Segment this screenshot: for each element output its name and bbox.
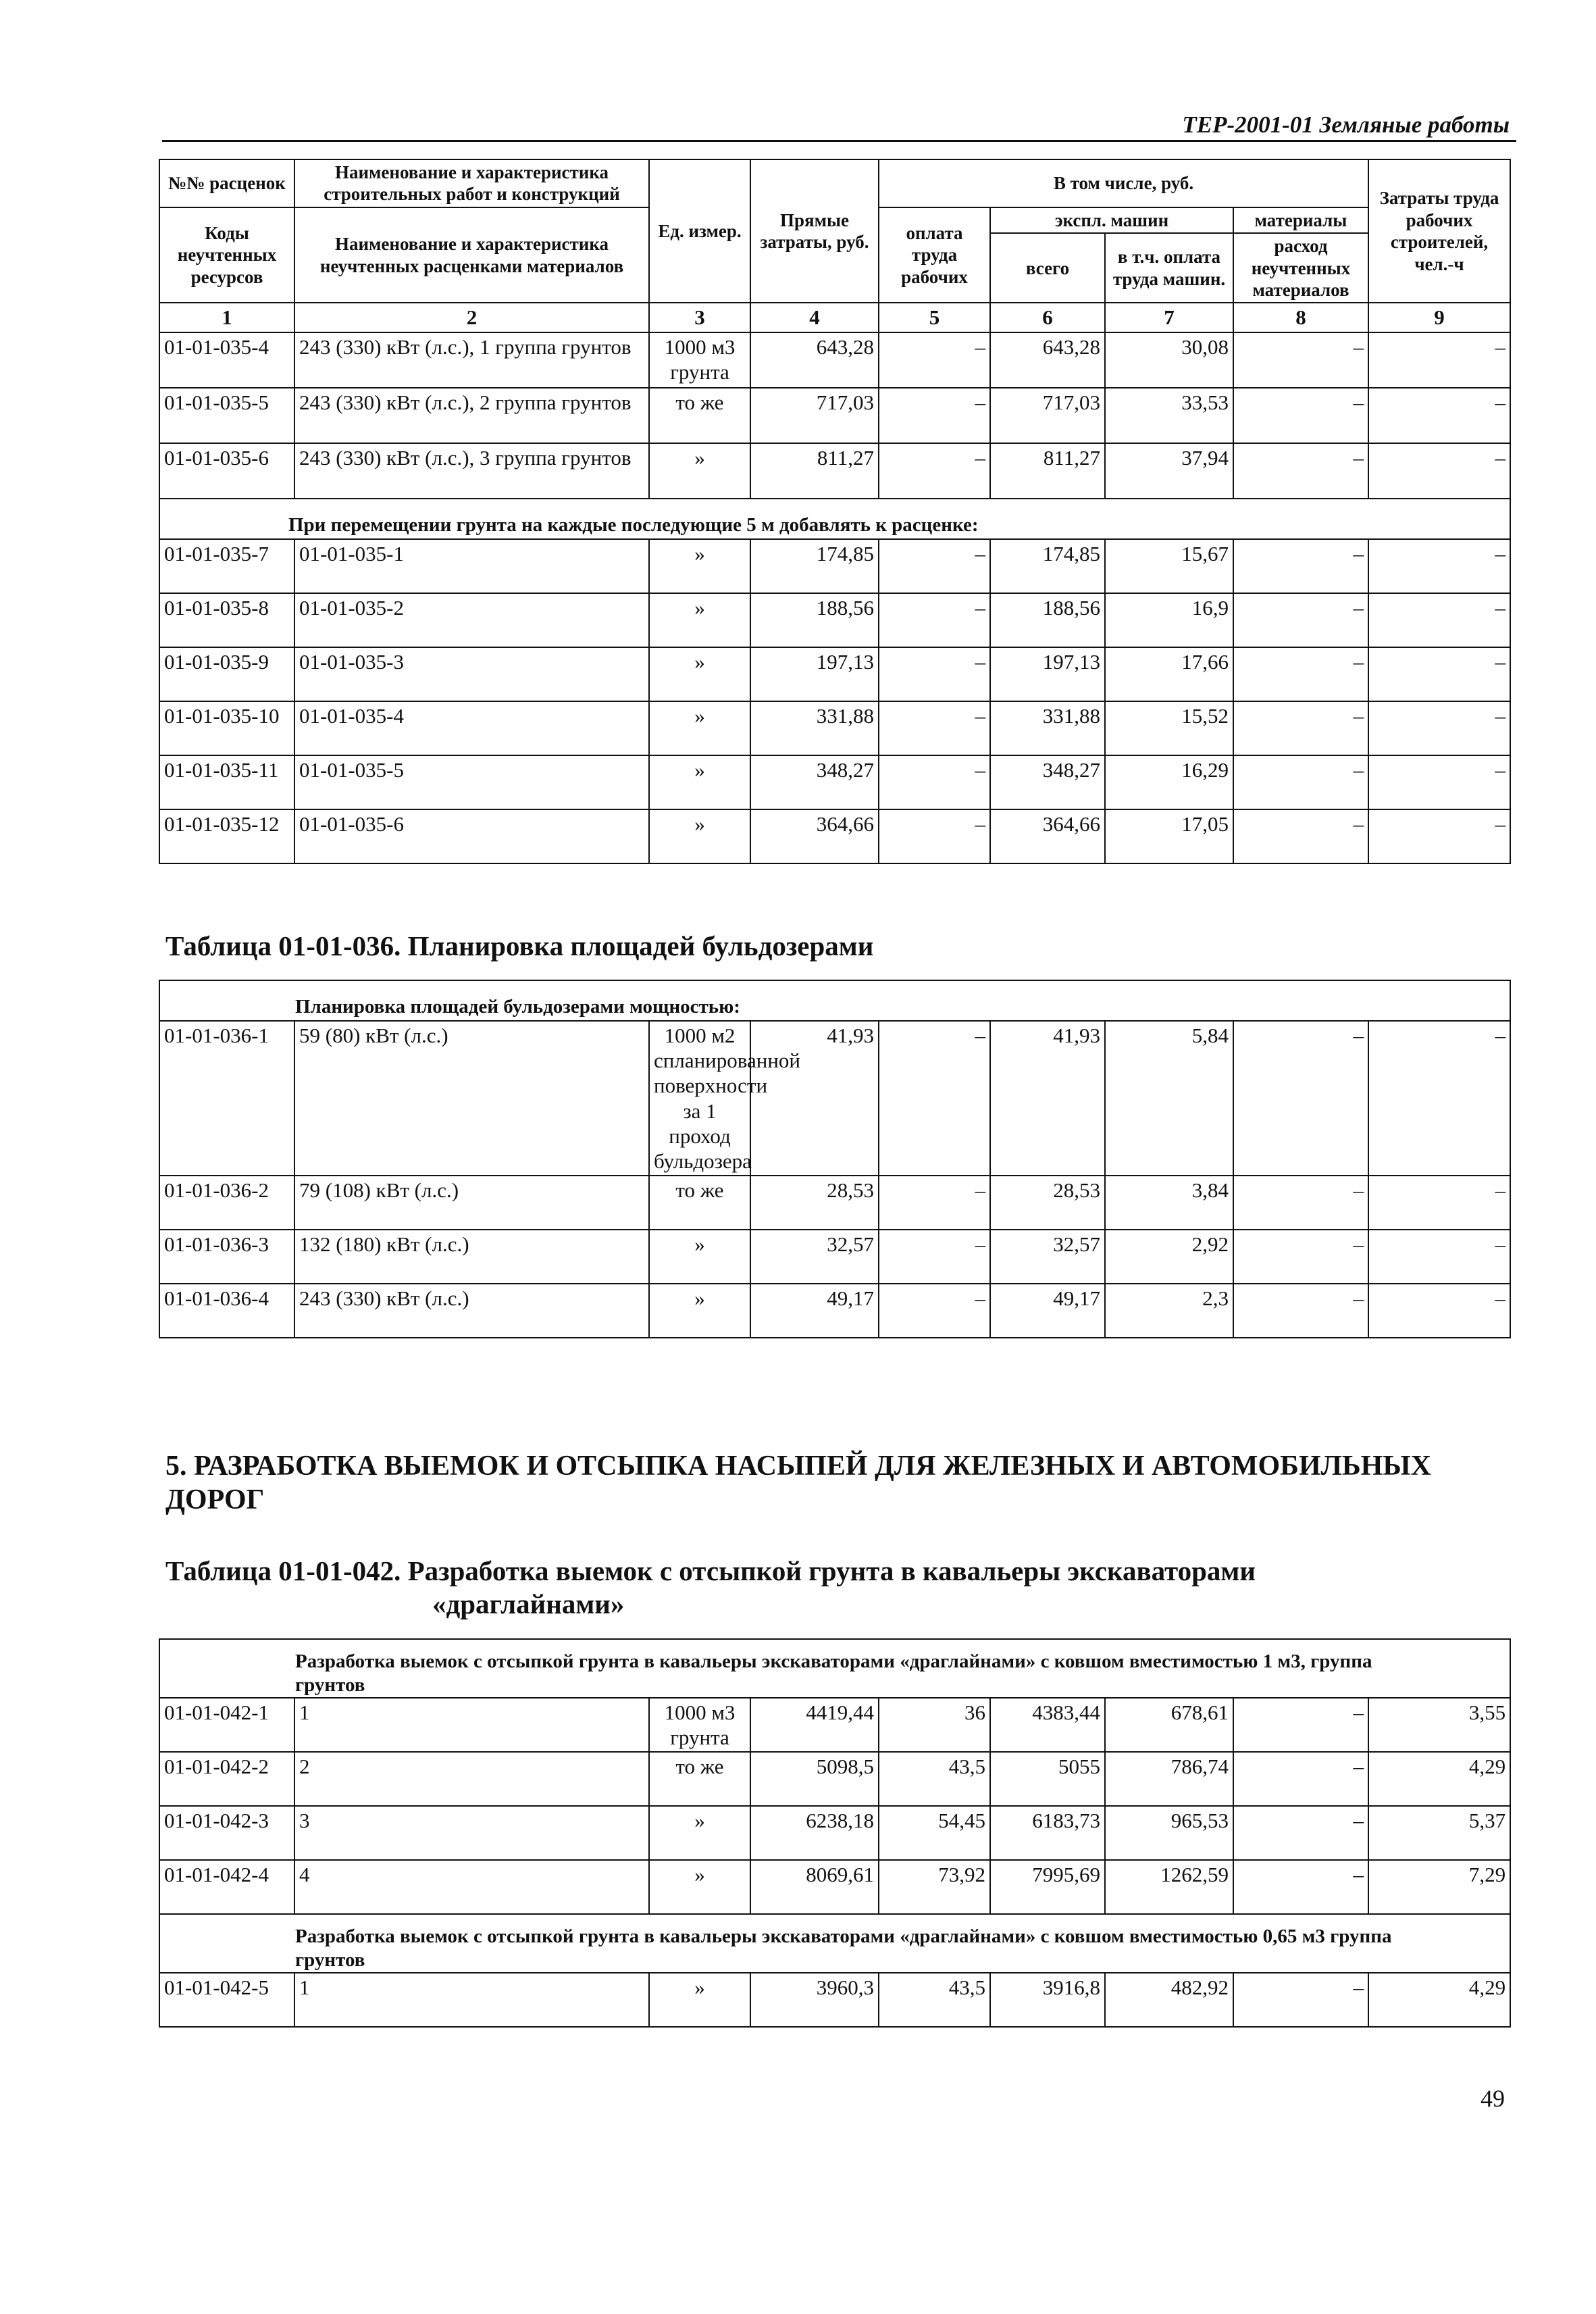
row-machine-labor: 2,92 (1105, 1230, 1233, 1284)
row-labor-cost: – (879, 1021, 990, 1176)
row-labor-cost: – (879, 388, 990, 443)
row-machine-labor: 16,29 (1105, 755, 1233, 809)
row-labor-cost: – (879, 539, 990, 593)
row-unit: то же (649, 1176, 750, 1230)
row-labor-cost: – (879, 443, 990, 499)
row-labor-hours: 5,37 (1368, 1806, 1510, 1860)
row-code: 01-01-042-1 (159, 1698, 294, 1752)
row-machine-labor: 15,67 (1105, 539, 1233, 593)
col-group-incl: В том числе, руб. (879, 159, 1368, 207)
row-unit: » (649, 647, 750, 701)
row-unit: » (649, 1806, 750, 1860)
row-machine-labor: 965,53 (1105, 1806, 1233, 1860)
table-036-title: Таблица 01-01-036. Планировка площадей бульдозерами (165, 930, 874, 961)
row-code: 01-01-042-3 (159, 1806, 294, 1860)
row-labor-hours: 3,55 (1368, 1698, 1510, 1752)
row-labor-hours: – (1368, 809, 1510, 863)
row-code: 01-01-035-9 (159, 647, 294, 701)
col5-labor: оплата труда рабочих (879, 207, 990, 303)
col-number: 9 (1368, 303, 1510, 332)
col-number: 8 (1233, 303, 1368, 332)
row-direct-cost: 41,93 (750, 1021, 879, 1176)
row-material: – (1233, 1230, 1368, 1284)
row-material: – (1233, 539, 1368, 593)
row-labor-cost: – (879, 755, 990, 809)
table-row (159, 1284, 1510, 1338)
row-code: 01-01-036-1 (159, 1021, 294, 1176)
table-row (159, 1973, 1510, 2027)
col-number: 3 (649, 303, 750, 332)
col-number: 4 (750, 303, 879, 332)
row-unit: » (649, 1230, 750, 1284)
row-unit: » (649, 443, 750, 499)
column-header (159, 159, 1510, 332)
row-labor-cost: – (879, 1284, 990, 1338)
row-labor-cost: – (879, 593, 990, 647)
row-machine-labor: 1262,59 (1105, 1860, 1233, 1914)
table-row (159, 388, 1510, 443)
row-labor-cost: – (879, 1230, 990, 1284)
row-machine-labor: 482,92 (1105, 1973, 1233, 2027)
row-code: 01-01-035-7 (159, 539, 294, 593)
col-number: 6 (990, 303, 1105, 332)
row-material: – (1233, 647, 1368, 701)
table-row (159, 443, 1510, 499)
table-035 (159, 159, 1511, 864)
row-material: – (1233, 1752, 1368, 1806)
row-unit: то же (649, 1752, 750, 1806)
row-labor-hours: – (1368, 332, 1510, 388)
table-row (159, 1752, 1510, 1806)
row-material: – (1233, 701, 1368, 755)
row-code: 01-01-036-4 (159, 1284, 294, 1338)
row-labor-hours: 4,29 (1368, 1752, 1510, 1806)
row-machine-labor: 678,61 (1105, 1698, 1233, 1752)
row-name: 79 (108) кВт (л.с.) (294, 1176, 649, 1230)
row-labor-hours: – (1368, 701, 1510, 755)
row-machine-cost: 174,85 (990, 539, 1105, 593)
row-unit: » (649, 809, 750, 863)
row-machine-cost: 3916,8 (990, 1973, 1105, 2027)
row-name: 1 (294, 1698, 649, 1752)
col2-bottom: Наименование и характеристика неучтенных расценками материалов (294, 207, 649, 303)
col4-direct: Прямые затраты, руб. (750, 159, 879, 303)
col8-material: расход неучтенных материалов (1233, 233, 1368, 303)
row-machine-cost: 188,56 (990, 593, 1105, 647)
col3-unit: Ед. измер. (649, 159, 750, 303)
row-machine-labor: 16,9 (1105, 593, 1233, 647)
row-labor-hours: – (1368, 539, 1510, 593)
row-machine-cost: 5055 (990, 1752, 1105, 1806)
row-material: – (1233, 332, 1368, 388)
row-code: 01-01-042-4 (159, 1860, 294, 1914)
row-unit: то же (649, 388, 750, 443)
running-title: ТЕР-2001-01 Земляные работы (1182, 111, 1510, 138)
col6-mach-total: всего (990, 233, 1105, 303)
row-material: – (1233, 1698, 1368, 1752)
row-direct-cost: 811,27 (750, 443, 879, 499)
row-labor-cost: 54,45 (879, 1806, 990, 1860)
table-row (159, 647, 1510, 701)
table-row (159, 539, 1510, 593)
row-direct-cost: 49,17 (750, 1284, 879, 1338)
row-code: 01-01-042-5 (159, 1973, 294, 2027)
caption-042-2: Разработка выемок с отсыпкой грунта в кавальеры экскаваторами «драглайнами» с ковшом вместимостью 0,65 м3 группа грунтов (159, 1914, 1510, 1973)
row-unit: » (649, 1284, 750, 1338)
row-direct-cost: 28,53 (750, 1176, 879, 1230)
row-direct-cost: 6238,18 (750, 1806, 879, 1860)
row-name: 01-01-035-6 (294, 809, 649, 863)
row-unit: » (649, 755, 750, 809)
section-5-title: 5. РАЗРАБОТКА ВЫЕМОК И ОТСЫПКА НАСЫПЕЙ ДЛЯ ЖЕЛЕЗНЫХ И АВТОМОБИЛЬНЫХ ДОРОГ (165, 1451, 1431, 1516)
row-direct-cost: 348,27 (750, 755, 879, 809)
row-machine-cost: 28,53 (990, 1176, 1105, 1230)
row-material: – (1233, 1860, 1368, 1914)
table-row (159, 755, 1510, 809)
row-name: 01-01-035-4 (294, 701, 649, 755)
row-machine-cost: 7995,69 (990, 1860, 1105, 1914)
table-row (159, 1698, 1510, 1752)
row-direct-cost: 5098,5 (750, 1752, 879, 1806)
row-labor-cost: – (879, 701, 990, 755)
row-labor-hours: – (1368, 647, 1510, 701)
row-material: – (1233, 593, 1368, 647)
row-unit: » (649, 1860, 750, 1914)
column-numbers (159, 303, 1510, 332)
table-row (159, 332, 1510, 388)
col-number: 1 (159, 303, 294, 332)
row-material: – (1233, 388, 1368, 443)
row-labor-cost: 36 (879, 1698, 990, 1752)
row-machine-labor: 30,08 (1105, 332, 1233, 388)
row-machine-labor: 3,84 (1105, 1176, 1233, 1230)
row-material: – (1233, 809, 1368, 863)
table-042-title: Таблица 01-01-042. Разработка выемок с отсыпкой грунта в кавальеры экскаваторами (165, 1555, 1256, 1586)
row-code: 01-01-036-3 (159, 1230, 294, 1284)
row-machine-cost: 41,93 (990, 1021, 1105, 1176)
row-name: 01-01-035-5 (294, 755, 649, 809)
row-material: – (1233, 1284, 1368, 1338)
col-number: 5 (879, 303, 990, 332)
row-labor-hours: – (1368, 1230, 1510, 1284)
row-machine-cost: 49,17 (990, 1284, 1105, 1338)
row-name: 243 (330) кВт (л.с.), 2 группа грунтов (294, 388, 649, 443)
row-name: 1 (294, 1973, 649, 2027)
table-036 (159, 980, 1511, 1338)
col7-mach-labor: в т.ч. оплата труда машин. (1105, 233, 1233, 303)
row-name: 2 (294, 1752, 649, 1806)
caption-042-1: Разработка выемок с отсыпкой грунта в кавальеры экскаваторами «драглайнами» с ковшом вместимостью 1 м3, группа грунтов (159, 1639, 1510, 1698)
row-labor-hours: – (1368, 755, 1510, 809)
row-direct-cost: 188,56 (750, 593, 879, 647)
row-material: – (1233, 1021, 1368, 1176)
row-unit: » (649, 539, 750, 593)
row-direct-cost: 331,88 (750, 701, 879, 755)
row-name: 243 (330) кВт (л.с.), 1 группа грунтов (294, 332, 649, 388)
table-row (159, 701, 1510, 755)
running-header (162, 111, 1516, 142)
row-labor-hours: – (1368, 1176, 1510, 1230)
row-code: 01-01-035-4 (159, 332, 294, 388)
row-unit: » (649, 593, 750, 647)
row-labor-cost: – (879, 647, 990, 701)
row-code: 01-01-035-11 (159, 755, 294, 809)
row-code: 01-01-035-8 (159, 593, 294, 647)
row-labor-cost: 73,92 (879, 1860, 990, 1914)
row-labor-hours: – (1368, 593, 1510, 647)
row-labor-hours: 4,29 (1368, 1973, 1510, 2027)
row-machine-cost: 643,28 (990, 332, 1105, 388)
table-row (159, 1860, 1510, 1914)
col-number: 7 (1105, 303, 1233, 332)
table-row (159, 593, 1510, 647)
row-machine-labor: 2,3 (1105, 1284, 1233, 1338)
row-direct-cost: 643,28 (750, 332, 879, 388)
row-machine-labor: 37,94 (1105, 443, 1233, 499)
row-labor-cost: – (879, 332, 990, 388)
table-042 (159, 1638, 1511, 2028)
row-machine-cost: 811,27 (990, 443, 1105, 499)
row-code: 01-01-042-2 (159, 1752, 294, 1806)
row-machine-cost: 717,03 (990, 388, 1105, 443)
row-unit: 1000 м2 спланированной поверхности за 1 проход бульдозера (649, 1021, 750, 1176)
row-machine-labor: 17,05 (1105, 809, 1233, 863)
row-material: – (1233, 755, 1368, 809)
row-material: – (1233, 1973, 1368, 2027)
col9-hours: Затраты труда рабочих строителей, чел.-ч (1368, 159, 1510, 303)
row-labor-cost: 43,5 (879, 1973, 990, 2027)
table-row (159, 809, 1510, 863)
table-042-title-line2: «драглайнами» (432, 1588, 625, 1619)
row-machine-cost: 6183,73 (990, 1806, 1105, 1860)
row-unit: 1000 м3 грунта (649, 332, 750, 388)
row-unit: » (649, 1973, 750, 2027)
col1-top: №№ расценок (159, 159, 294, 207)
row-machine-cost: 32,57 (990, 1230, 1105, 1284)
row-material: – (1233, 1806, 1368, 1860)
row-machine-labor: 33,53 (1105, 388, 1233, 443)
row-machine-labor: 15,52 (1105, 701, 1233, 755)
row-machine-labor: 5,84 (1105, 1021, 1233, 1176)
row-unit: » (649, 701, 750, 755)
row-direct-cost: 717,03 (750, 388, 879, 443)
row-material: – (1233, 1176, 1368, 1230)
row-labor-cost: – (879, 1176, 990, 1230)
row-direct-cost: 174,85 (750, 539, 879, 593)
row-code: 01-01-035-5 (159, 388, 294, 443)
row-labor-hours: – (1368, 388, 1510, 443)
row-name: 59 (80) кВт (л.с.) (294, 1021, 649, 1176)
row-labor-hours: – (1368, 443, 1510, 499)
row-material: – (1233, 443, 1368, 499)
col1-bottom: Коды неучтенных ресурсов (159, 207, 294, 303)
row-labor-hours: 7,29 (1368, 1860, 1510, 1914)
page-number: 49 (1481, 2085, 1505, 2112)
row-name: 4 (294, 1860, 649, 1914)
row-direct-cost: 3960,3 (750, 1973, 879, 2027)
row-code: 01-01-035-6 (159, 443, 294, 499)
row-name: 132 (180) кВт (л.с.) (294, 1230, 649, 1284)
row-machine-cost: 197,13 (990, 647, 1105, 701)
row-labor-cost: 43,5 (879, 1752, 990, 1806)
caption-036: Планировка площадей бульдозерами мощностью: (159, 980, 1510, 1021)
table-row (159, 1230, 1510, 1284)
row-code: 01-01-036-2 (159, 1176, 294, 1230)
table-row (159, 1021, 1510, 1176)
row-machine-cost: 364,66 (990, 809, 1105, 863)
row-labor-cost: – (879, 809, 990, 863)
row-direct-cost: 4419,44 (750, 1698, 879, 1752)
col-number: 2 (294, 303, 649, 332)
row-machine-labor: 786,74 (1105, 1752, 1233, 1806)
table-row (159, 1176, 1510, 1230)
row-labor-hours: – (1368, 1021, 1510, 1176)
row-name: 243 (330) кВт (л.с.), 3 группа грунтов (294, 443, 649, 499)
note-035: При перемещении грунта на каждые последующие 5 м добавлять к расценке: (159, 499, 1510, 539)
row-direct-cost: 364,66 (750, 809, 879, 863)
row-name: 3 (294, 1806, 649, 1860)
row-name: 243 (330) кВт (л.с.) (294, 1284, 649, 1338)
row-name: 01-01-035-2 (294, 593, 649, 647)
row-direct-cost: 197,13 (750, 647, 879, 701)
row-code: 01-01-035-12 (159, 809, 294, 863)
row-code: 01-01-035-10 (159, 701, 294, 755)
row-labor-hours: – (1368, 1284, 1510, 1338)
row-name: 01-01-035-3 (294, 647, 649, 701)
col-materials: материалы (1233, 207, 1368, 233)
row-machine-cost: 331,88 (990, 701, 1105, 755)
col-machines: экспл. машин (990, 207, 1233, 233)
table-row (159, 1806, 1510, 1860)
row-name: 01-01-035-1 (294, 539, 649, 593)
row-machine-cost: 348,27 (990, 755, 1105, 809)
col2-top: Наименование и характеристика строительных работ и конструкций (294, 159, 649, 207)
row-machine-labor: 17,66 (1105, 647, 1233, 701)
row-direct-cost: 32,57 (750, 1230, 879, 1284)
row-machine-cost: 4383,44 (990, 1698, 1105, 1752)
row-unit: 1000 м3 грунта (649, 1698, 750, 1752)
row-direct-cost: 8069,61 (750, 1860, 879, 1914)
